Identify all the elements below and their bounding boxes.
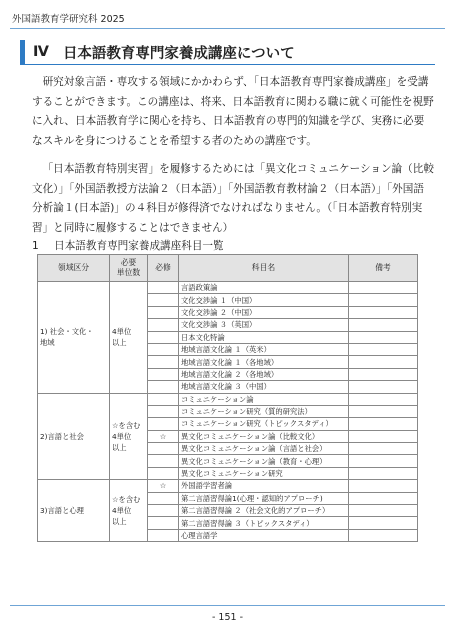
credits-cell: ☆を含む 4単位 以上 [110, 393, 148, 480]
required-cell [148, 331, 179, 343]
credits-cell: 4単位 以上 [110, 282, 148, 394]
subject-cell: 地域言語文化論 １（各地域） [179, 356, 349, 368]
required-cell [148, 343, 179, 355]
header-area: 領域区分 [38, 255, 110, 282]
required-cell: ☆ [148, 480, 179, 492]
notes-cell [349, 343, 418, 355]
subject-cell: 文化交渉論 ３（英国） [179, 319, 349, 331]
subject-cell: 異文化コミュニケーション研究 [179, 467, 349, 479]
table-header-row [38, 255, 418, 282]
notes-cell [349, 480, 418, 492]
notes-cell [349, 393, 418, 405]
subject-cell: 文化交渉論 １（中国） [179, 294, 349, 306]
subject-cell: 第二言語習得論1(心理・認知的アプローチ) [179, 492, 349, 504]
required-cell [148, 455, 179, 467]
notes-cell [349, 430, 418, 442]
required-cell [148, 467, 179, 479]
area-cell: 1) 社会・文化・ 地域 [38, 282, 110, 394]
required-cell [148, 393, 179, 405]
subject-cell: 地域言語文化論 ２（各地域） [179, 368, 349, 380]
subject-cell: 第二言語習得論 ３（トピックスタディ） [179, 517, 349, 529]
subject-cell: コミュニケーション研究（トピックスタディ） [179, 418, 349, 430]
area-cell: 3)言語と心理 [38, 480, 110, 542]
table-row [38, 480, 418, 492]
subject-cell: 地域言語文化論 １（英米） [179, 343, 349, 355]
credits-cell: ☆を含む 4単位 以上 [110, 480, 148, 542]
required-cell [148, 443, 179, 455]
table-caption [32, 238, 224, 253]
section-number: Ⅳ [33, 44, 49, 60]
notes-cell [349, 467, 418, 479]
subject-cell: 異文化コミュニケーション論（言語と社会） [179, 443, 349, 455]
course-table [37, 254, 418, 542]
subject-cell: 文化交渉論 ２（中国） [179, 306, 349, 318]
required-cell [148, 529, 179, 541]
header-subject: 科目名 [179, 255, 349, 282]
subject-cell: 心理言語学 [179, 529, 349, 541]
requirement-paragraph: 「日本語教育特別実習」を履修するためには「異文化コミュニケーション論（比較文化）」「外国語教授方法論２（日本語）」「外国語教育教材論２（日本語）」「外国語分析論１(日本語)」の４科目が修得済でなければなりません。（「日本語教育特別実習」と同時に履修することはできません） [32, 163, 434, 234]
required-cell [148, 418, 179, 430]
table-caption-text: 日本語教育専門家養成講座科目一覧 [54, 240, 224, 252]
required-cell [148, 294, 179, 306]
page-number: - 151 - [211, 612, 244, 623]
subject-cell: 異文化コミュニケーション論（教育・心理） [179, 455, 349, 467]
notes-cell [349, 356, 418, 368]
notes-cell [349, 443, 418, 455]
table-caption-number: 1 [32, 240, 39, 252]
notes-cell [349, 405, 418, 417]
required-cell [148, 319, 179, 331]
notes-cell [349, 517, 418, 529]
notes-cell [349, 529, 418, 541]
section-title-text: 日本語教育専門家養成講座について [62, 45, 295, 62]
notes-cell [349, 381, 418, 393]
area-cell: 2)言語と社会 [38, 393, 110, 480]
required-cell [148, 381, 179, 393]
notes-cell [349, 368, 418, 380]
required-cell [148, 405, 179, 417]
required-cell [148, 505, 179, 517]
header-credits: 必要 単位数 [110, 255, 148, 282]
required-cell [148, 492, 179, 504]
notes-cell [349, 505, 418, 517]
header-notes: 備考 [349, 255, 418, 282]
subject-cell: 第二言語習得論 ２（社会文化的アプローチ） [179, 505, 349, 517]
notes-cell [349, 282, 418, 294]
section-heading [20, 40, 435, 65]
notes-cell [349, 418, 418, 430]
notes-cell [349, 331, 418, 343]
notes-cell [349, 319, 418, 331]
required-cell: ☆ [148, 430, 179, 442]
subject-cell: コミュニケーション論 [179, 393, 349, 405]
required-cell [148, 306, 179, 318]
table-row [38, 282, 418, 294]
subject-cell: 言語政策論 [179, 282, 349, 294]
required-cell [148, 356, 179, 368]
footer-divider [10, 605, 445, 606]
header-divider [10, 28, 445, 29]
required-cell [148, 282, 179, 294]
subject-cell: コミュニケーション研究（質的研究法） [179, 405, 349, 417]
required-cell [148, 368, 179, 380]
required-cell [148, 517, 179, 529]
subject-cell: 日本文化特論 [179, 331, 349, 343]
header-required: 必修 [148, 255, 179, 282]
notes-cell [349, 492, 418, 504]
table-row [38, 393, 418, 405]
notes-cell [349, 455, 418, 467]
subject-cell: 異文化コミュニケーション論（比較文化） [179, 430, 349, 442]
notes-cell [349, 306, 418, 318]
notes-cell [349, 294, 418, 306]
intro-paragraph: 研究対象言語・専攻する領域にかかわらず、「日本語教育専門家養成講座」を受講することができます。この講座は、将来、日本語教育に関わる職に就く可能性を視野に入れ、日本語教育学に関心を持ち、日本語教育の専門的知識を学び、実務に必要なスキルを身につけることを希望する者のための講座です。 [32, 76, 434, 147]
subject-cell: 外国語学習者論 [179, 480, 349, 492]
header-title: 外国語教育学研究科 2025 [12, 14, 125, 25]
subject-cell: 地域言語文化論 ３（中国） [179, 381, 349, 393]
